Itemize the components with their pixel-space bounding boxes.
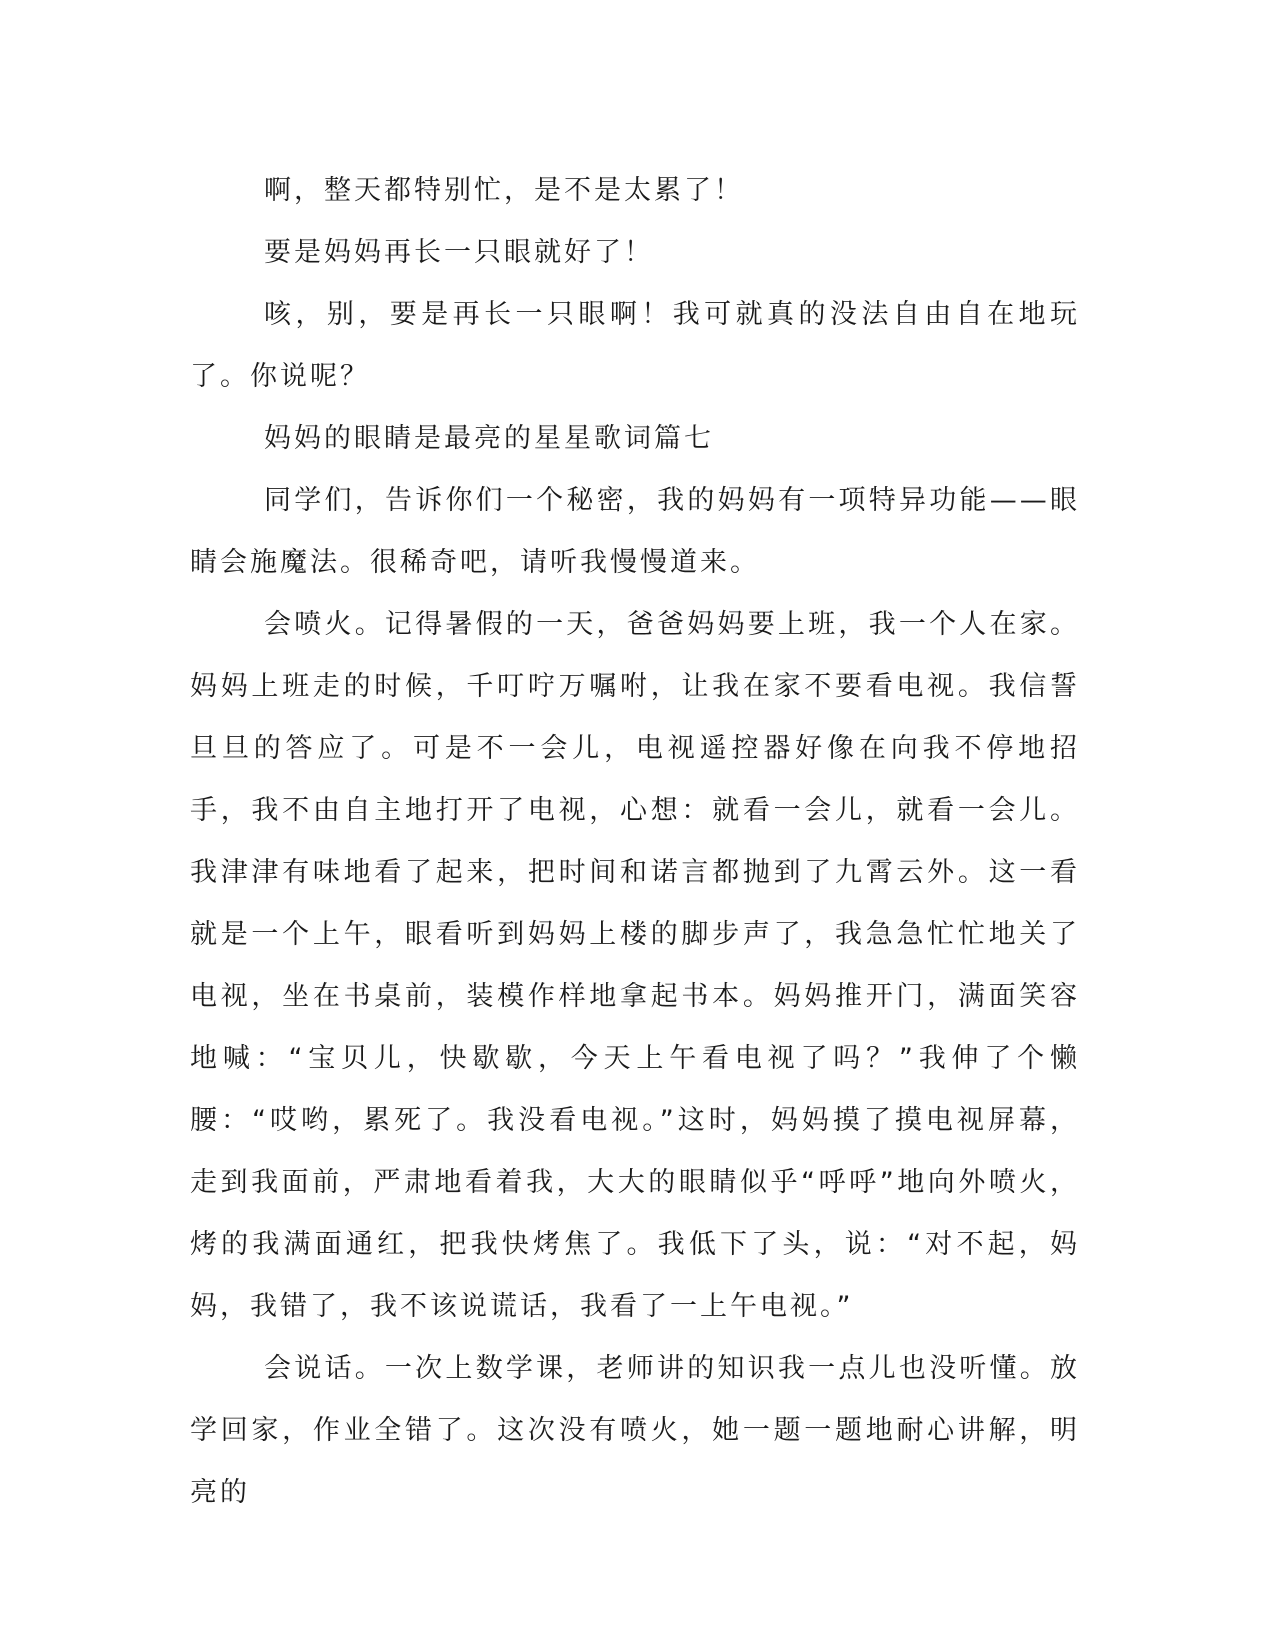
paragraph: 同学们，告诉你们一个秘密，我的妈妈有一项特异功能——眼睛会施魔法。很稀奇吧，请听我慢慢道来。 (190, 485, 1080, 578)
paragraph: 会说话。一次上数学课，老师讲的知识我一点儿也没听懂。放学回家，作业全错了。这次没有喷火，她一题一题地耐心讲解，明亮的 (190, 1353, 1080, 1508)
paragraph: 咳，别，要是再长一只眼啊！我可就真的没法自由自在地玩了。你说呢？ (190, 299, 1080, 392)
paragraph: 会喷火。记得暑假的一天，爸爸妈妈要上班，我一个人在家。妈妈上班走的时候，千叮咛万嘱咐，让我在家不要看电视。我信誓旦旦的答应了。可是不一会儿，电视遥控器好像在向我不停地招手，我不由自主地打开了电视，心想：就看一会儿，就看一会儿。我津津有味地看了起来，把时间和诺言都抛到了九霄云外。这一看就是一个上午，眼看听到妈妈上楼的脚步声了，我急急忙忙地关了电视，坐在书桌前，装模作样地拿起书本。妈妈推开门，满面笑容地喊：“宝贝儿，快歇歇，今天上午看电视了吗？”我伸了个懒腰：“哎哟，累死了。我没看电视。”这时，妈妈摸了摸电视屏幕，走到我面前，严肃地看着我，大大的眼睛似乎“呼呼”地向外喷火，烤的我满面通红，把我快烤焦了。我低下了头，说：“对不起，妈妈，我错了，我不该说谎话，我看了一上午电视。” (190, 609, 1080, 1322)
document-body (190, 160, 1080, 1524)
paragraph: 要是妈妈再长一只眼就好了！ (264, 237, 654, 268)
paragraph: 啊，整天都特别忙，是不是太累了！ (264, 175, 744, 206)
section-heading: 妈妈的眼睛是最亮的星星歌词篇七 (264, 423, 714, 454)
